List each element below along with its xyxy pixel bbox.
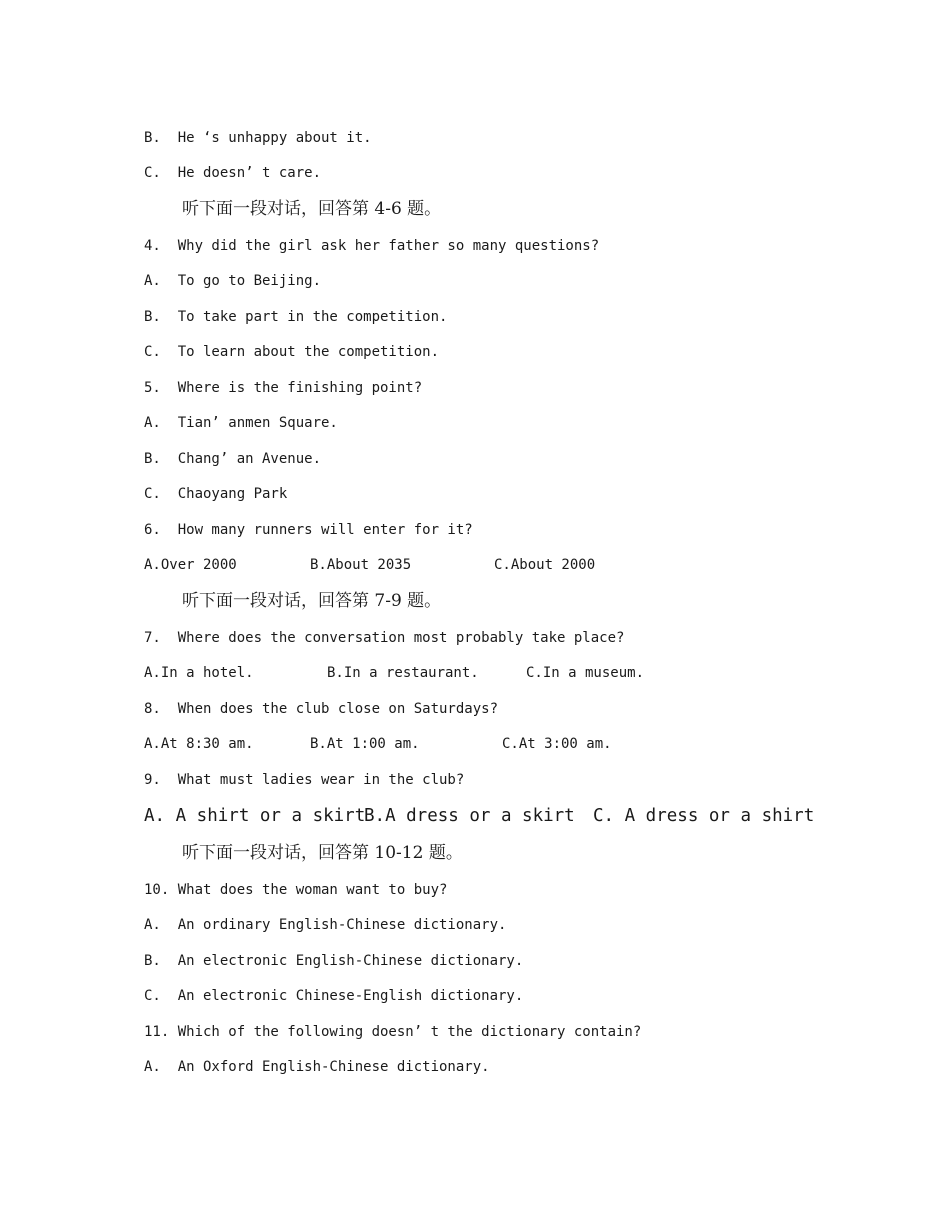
question-10-option-c: C. An electronic Chinese-English dictionary. (144, 988, 524, 1004)
question-9-option-c: C. A dress or a shirt (593, 806, 815, 826)
question-8-option-a: A.At 8:30 am. (144, 736, 254, 752)
question-4: 4. Why did the girl ask her father so many questions? (144, 238, 600, 254)
section-heading-10-12: 听下面一段对话，回答第 10-12 题。 (182, 843, 463, 863)
question-5-option-a: A. Tian’ anmen Square. (144, 415, 338, 431)
question-4-option-a: A. To go to Beijing. (144, 273, 322, 289)
question-5-option-c: C. Chaoyang Park (144, 486, 288, 502)
question-6-option-c: C.About 2000 (494, 557, 596, 573)
question-8: 8. When does the club close on Saturdays? (144, 701, 499, 717)
question-9: 9. What must ladies wear in the club? (144, 772, 465, 788)
question-10-option-b: B. An electronic English-Chinese dictionary. (144, 953, 524, 969)
question-9-option-a: A. A shirt or a skirt (144, 806, 366, 826)
question-4-option-c: C. To learn about the competition. (144, 344, 440, 360)
question-9-option-b: B.A dress or a skirt (364, 806, 575, 826)
question-3-option-c: C. He doesn’ t care. (144, 165, 322, 181)
question-7-option-c: C.In a museum. (526, 665, 645, 681)
question-7-option-b: B.In a restaurant. (327, 665, 479, 681)
section-heading-4-6: 听下面一段对话，回答第 4-6 题。 (182, 199, 442, 219)
question-3-option-b: B. He ‘s unhappy about it. (144, 130, 372, 146)
question-6: 6. How many runners will enter for it? (144, 522, 473, 538)
question-5-option-b: B. Chang’ an Avenue. (144, 451, 322, 467)
question-7: 7. Where does the conversation most probably take place? (144, 630, 625, 646)
question-11: 11. Which of the following doesn’ t the dictionary contain? (144, 1024, 642, 1040)
question-10: 10. What does the woman want to buy? (144, 882, 448, 898)
question-7-option-a: A.In a hotel. (144, 665, 254, 681)
question-4-option-b: B. To take part in the competition. (144, 309, 448, 325)
question-5: 5. Where is the finishing point? (144, 380, 423, 396)
question-6-option-b: B.About 2035 (310, 557, 412, 573)
section-heading-7-9: 听下面一段对话，回答第 7-9 题。 (182, 591, 442, 611)
question-8-option-c: C.At 3:00 am. (502, 736, 612, 752)
question-10-option-a: A. An ordinary English-Chinese dictionary. (144, 917, 507, 933)
question-8-option-b: B.At 1:00 am. (310, 736, 420, 752)
question-6-option-a: A.Over 2000 (144, 557, 237, 573)
question-11-option-a: A. An Oxford English-Chinese dictionary. (144, 1059, 490, 1075)
